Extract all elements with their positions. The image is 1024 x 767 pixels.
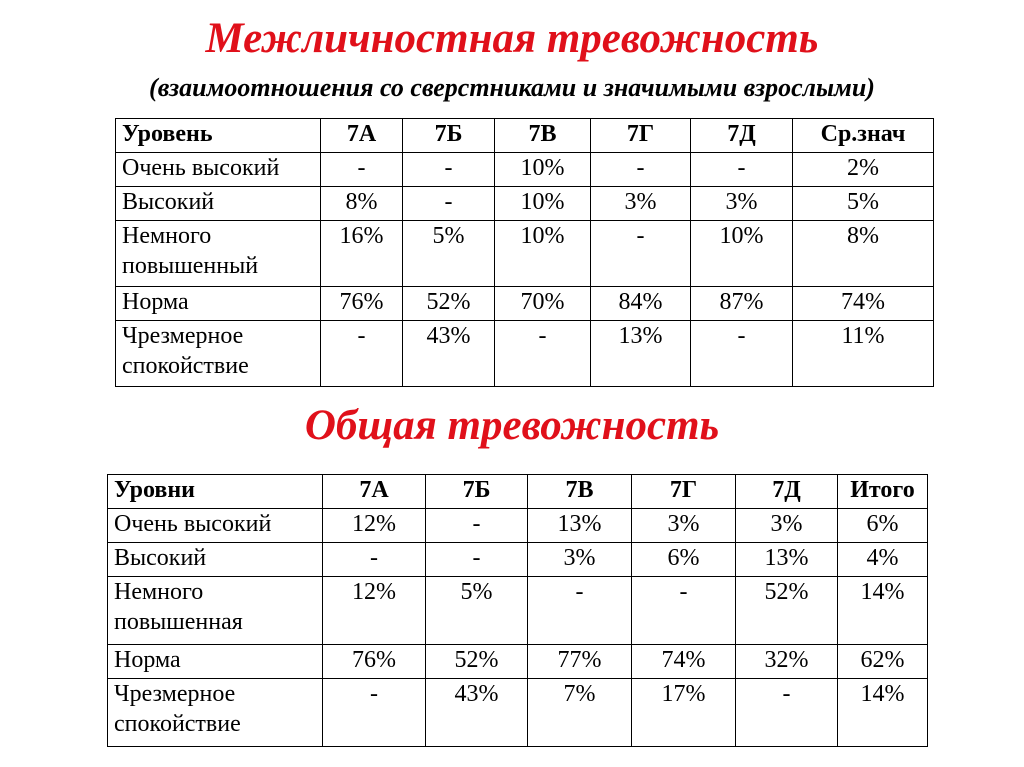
table-cell: 2% <box>793 153 934 187</box>
row-label: Норма <box>116 287 321 321</box>
table-cell: 11% <box>793 321 934 387</box>
table-cell: 8% <box>321 187 403 221</box>
header-cell-7b: 7Б <box>403 119 495 153</box>
table-row <box>108 577 928 645</box>
table-cell: 3% <box>591 187 691 221</box>
row-label: Чрезмерное спокойствие <box>108 679 323 747</box>
table-cell: 14% <box>838 679 928 747</box>
interpersonal-anxiety-subtitle: (взаимоотношения со сверстниками и значимыми взрослыми) <box>149 73 875 102</box>
general-anxiety-table <box>107 474 928 747</box>
header-cell-7a: 7А <box>321 119 403 153</box>
table-cell: 3% <box>691 187 793 221</box>
table-cell: 5% <box>793 187 934 221</box>
table-cell: 74% <box>632 645 736 679</box>
table-cell: 17% <box>632 679 736 747</box>
interpersonal-anxiety-table <box>115 118 934 387</box>
table-row <box>116 221 934 287</box>
table-row <box>108 645 928 679</box>
header-cell-7g: 7Г <box>591 119 691 153</box>
header-cell-7d: 7Д <box>736 475 838 509</box>
header-cell-level: Уровень <box>116 119 321 153</box>
table-cell: - <box>591 221 691 287</box>
table-cell: 10% <box>691 221 793 287</box>
table-cell: 16% <box>321 221 403 287</box>
table-cell: - <box>403 153 495 187</box>
table-cell: 52% <box>403 287 495 321</box>
table-cell: 7% <box>528 679 632 747</box>
table-cell: 52% <box>426 645 528 679</box>
table-cell: - <box>691 153 793 187</box>
table-cell: 13% <box>736 543 838 577</box>
row-label: Высокий <box>116 187 321 221</box>
header-cell-total: Итого <box>838 475 928 509</box>
table-cell: 84% <box>591 287 691 321</box>
table-row <box>116 187 934 221</box>
table-cell: - <box>632 577 736 645</box>
table-cell: - <box>736 679 838 747</box>
table-cell: 6% <box>632 543 736 577</box>
table-row <box>116 153 934 187</box>
table-cell: 87% <box>691 287 793 321</box>
general-anxiety-title: Общая тревожность <box>304 402 720 449</box>
table-cell: 76% <box>323 645 426 679</box>
table-row <box>116 287 934 321</box>
table-cell: 43% <box>426 679 528 747</box>
table-cell: 6% <box>838 509 928 543</box>
table-cell: 74% <box>793 287 934 321</box>
table-cell: - <box>321 153 403 187</box>
table-cell: 5% <box>403 221 495 287</box>
table-cell: - <box>426 509 528 543</box>
header-cell-7v: 7В <box>528 475 632 509</box>
row-label: Очень высокий <box>108 509 323 543</box>
table-row <box>108 509 928 543</box>
table-cell: - <box>591 153 691 187</box>
table-cell: 13% <box>591 321 691 387</box>
header-cell-7d: 7Д <box>691 119 793 153</box>
table-cell: - <box>323 543 426 577</box>
table-cell: 52% <box>736 577 838 645</box>
row-label: Высокий <box>108 543 323 577</box>
table-cell: 3% <box>528 543 632 577</box>
table-cell: - <box>321 321 403 387</box>
table-cell: - <box>528 577 632 645</box>
table-cell: 32% <box>736 645 838 679</box>
table-cell: - <box>691 321 793 387</box>
row-label: Чрезмерное спокойствие <box>116 321 321 387</box>
table-cell: 14% <box>838 577 928 645</box>
table-cell: 5% <box>426 577 528 645</box>
row-label: Немного повышенный <box>116 221 321 287</box>
table-cell: 8% <box>793 221 934 287</box>
table-cell: 10% <box>495 153 591 187</box>
table-cell: 3% <box>632 509 736 543</box>
row-label: Норма <box>108 645 323 679</box>
table-cell: - <box>495 321 591 387</box>
table-row <box>116 321 934 387</box>
table-cell: 77% <box>528 645 632 679</box>
header-cell-7v: 7В <box>495 119 591 153</box>
table-header-row <box>108 475 928 509</box>
row-label: Немного повышенная <box>108 577 323 645</box>
header-cell-7b: 7Б <box>426 475 528 509</box>
interpersonal-anxiety-title: Межличностная тревожность <box>205 15 819 62</box>
table-row <box>108 679 928 747</box>
row-label: Очень высокий <box>116 153 321 187</box>
table-cell: 10% <box>495 221 591 287</box>
table-cell: 43% <box>403 321 495 387</box>
table-cell: 10% <box>495 187 591 221</box>
table-cell: 4% <box>838 543 928 577</box>
table-cell: - <box>323 679 426 747</box>
table-cell: 3% <box>736 509 838 543</box>
table-cell: 13% <box>528 509 632 543</box>
table-cell: 76% <box>321 287 403 321</box>
table-cell: 62% <box>838 645 928 679</box>
header-cell-7g: 7Г <box>632 475 736 509</box>
header-cell-7a: 7А <box>323 475 426 509</box>
table-cell: 12% <box>323 509 426 543</box>
table-cell: - <box>426 543 528 577</box>
table-cell: 12% <box>323 577 426 645</box>
header-cell-average: Ср.знач <box>793 119 934 153</box>
table-header-row <box>116 119 934 153</box>
table-cell: - <box>403 187 495 221</box>
table-row <box>108 543 928 577</box>
header-cell-levels: Уровни <box>108 475 323 509</box>
table-cell: 70% <box>495 287 591 321</box>
